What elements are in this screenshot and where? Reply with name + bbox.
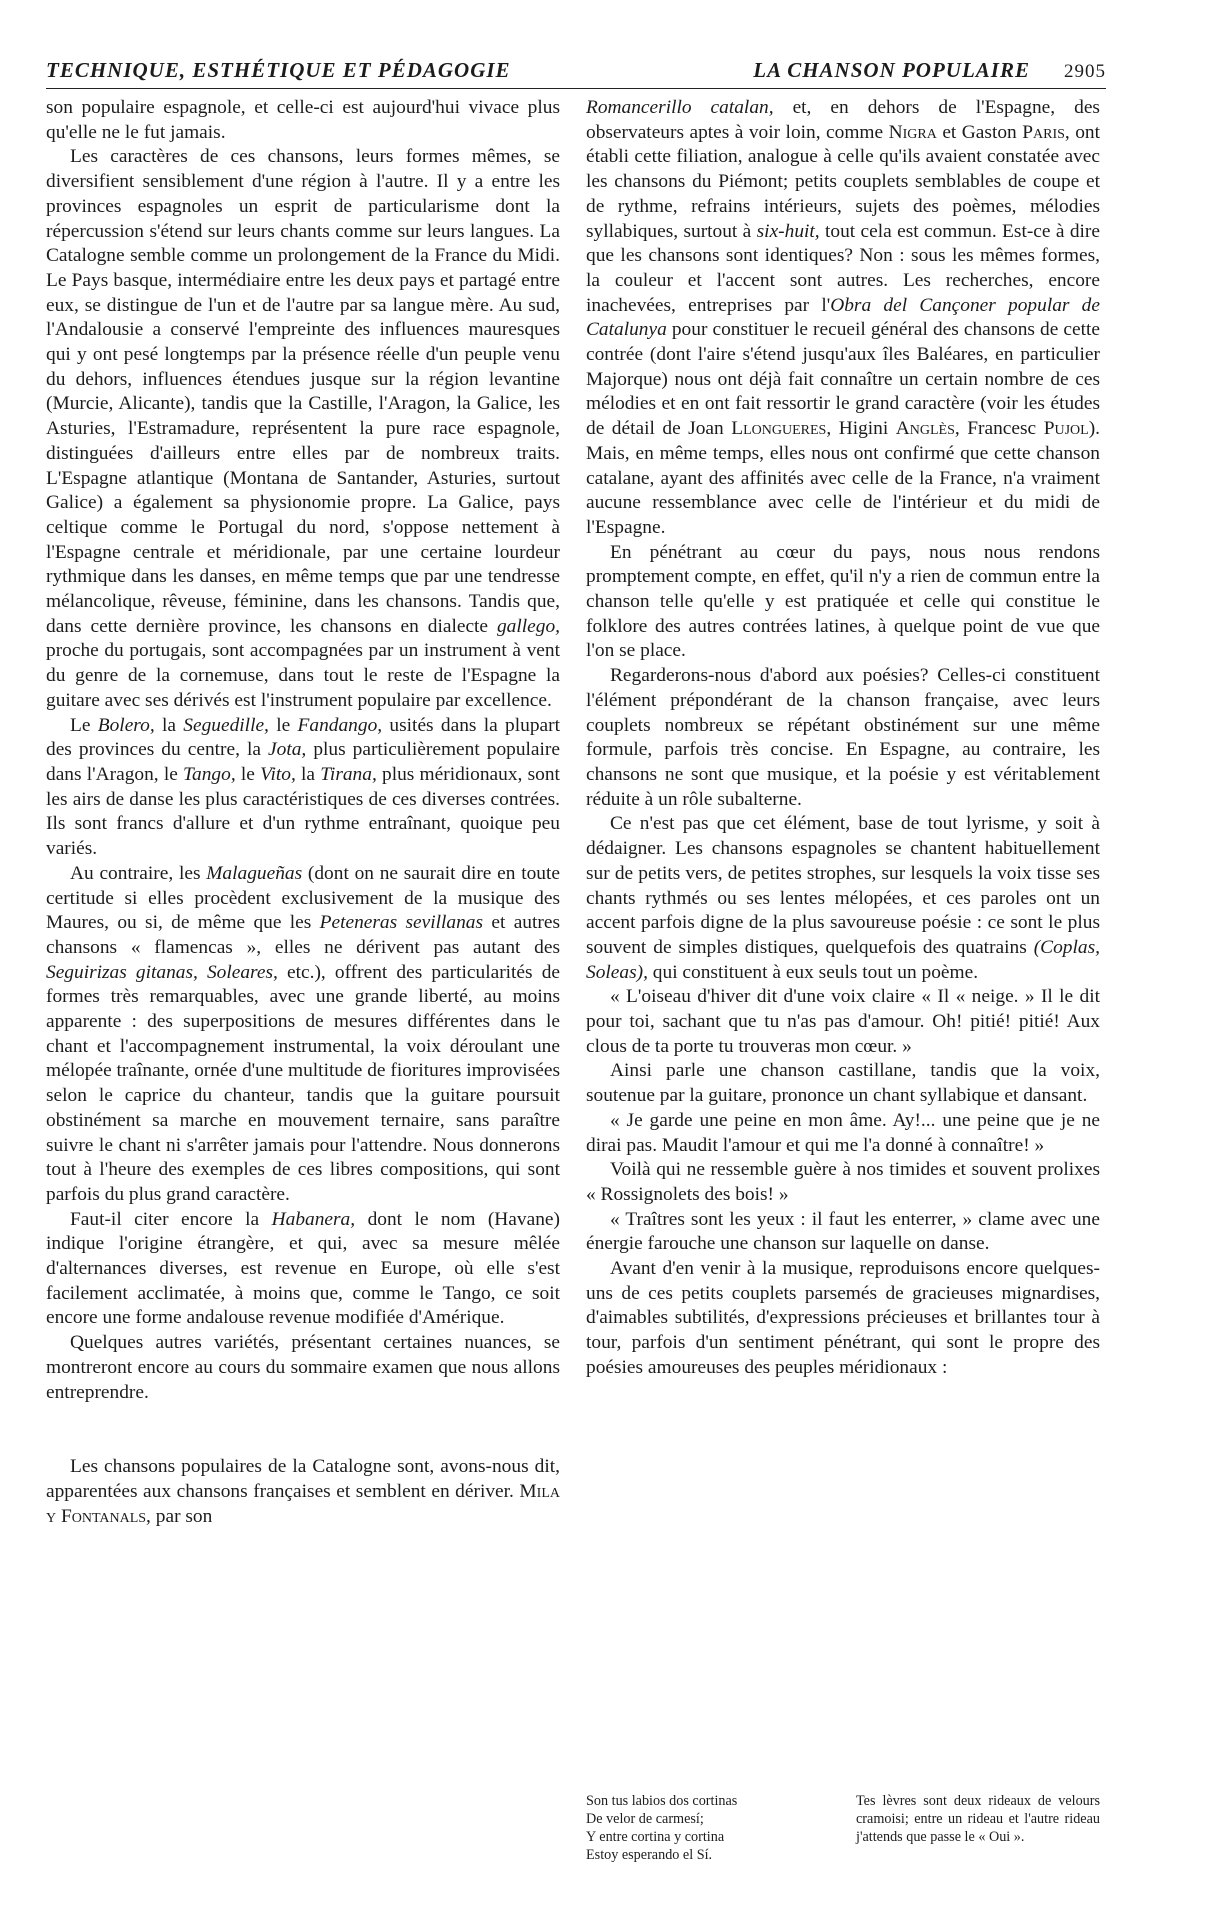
left-column	[46, 96, 560, 1529]
paragraph: Romancerillo catalan, et, en dehors de l'Espagne, des observateurs aptes à voir loin, comme Nigra et Gaston Paris, ont établi cette filiation, analogue à celle qu'ils avaient constatée avec les chansons du Piémont; petits couplets semblables de coupe et de rythme, refrains intérieurs, sujets des poèmes, mélodies syllabiques, surtout à six-huit, tout cela est commun. Est-ce à dire que les chansons sont identiques? Non : sous les mêmes formes, la couleur et l'accent sont autres. Les recherches, encore inachevées, entreprises par l'Obra del Cançoner popular de Catalunya pour constituer le recueil général des chansons de cette contrée (dont l'aire s'étend jusqu'aux îles Baléares, en particulier Majorque) nous ont déjà fait connaître un certain nombre de ces mélodies et en ont fait ressortir le grand caractère (voir les études de détail de Joan Llongueres, Higini Anglès, Francesc Pujol). Mais, en même temps, elles nous ont confirmé que cette chanson catalane, ayant des affinités avec celle de la France, n'a vraiment aucune ressemblance avec celle de l'intérieur et du midi de l'Espagne.	[586, 97, 1101, 538]
verse-line: De velor de carmesí;	[586, 1811, 704, 1827]
paragraph: Voilà qui ne ressemble guère à nos timides et souvent prolixes « Rossignolets des bois! »	[586, 1159, 1100, 1205]
right-column	[586, 96, 1100, 1381]
paragraph: Le Bolero, la Seguedille, le Fandango, usités dans la plupart des provinces du centre, la Jota, plus particulièrement populaire dans l'Aragon, le Tango, le Vito, la Tirana, plus méridionaux, sont les airs de danse les plus caractéristiques de ces diverses contrées. Ils sont francs d'allure et d'un rythme entraînant, quoique peu variés.	[46, 714, 560, 860]
verse-line: Y entre cortina y cortina	[586, 1829, 725, 1845]
paragraph: Au contraire, les Malagueñas (dont on ne saurait dire en toute certitude si elles procèdent exclusivement de la musique des Maures, ou si, de même que les Peteneras sevillanas et autres chansons « flamencas », elles ne dérivent pas autant des Seguirizas gitanas, Soleares, etc.), offrent des particularités de formes très remarquables, avec une grande liberté, au moins apparente : des superpositions de mesures différentes dans le chant et l'accompagnement instrumental, la voix déroulant une mélopée traînante, ornée d'une multitude de fioritures improvisées selon le caprice du chanteur, tandis que la guitare poursuit obstinément sa marche en mouvement ternaire, sans paraître suivre le chant ni s'arrêter jamais pour l'attendre. Nous donnerons tout à l'heure des exemples de ces libres compositions, qui sont parfois du plus grand caractère.	[46, 862, 561, 1205]
paragraph: Avant d'en venir à la musique, reproduisons encore quelques-uns de ces petits couplets parsemés de gracieuses mignardises, d'aimables subtilités, d'expressions précieuses et brillantes tour à tour, parfois d'un sentiment pénétrant, qui sont le propre des poésies amoureuses des peuples méridionaux :	[586, 1258, 1100, 1378]
paragraph: son populaire espagnole, et celle-ci est aujourd'hui vivace plus qu'elle ne le fut jamais.	[46, 97, 560, 143]
paragraph: Les chansons populaires de la Catalogne sont, avons-nous dit, apparentées aux chansons françaises et semblent en dériver. Mila y Fontanals, par son	[46, 1456, 560, 1527]
paragraph: Faut-il citer encore la Habanera, dont le nom (Havane) indique l'origine étrangère, et qui, avec sa mesure mêlée d'alternances diverses, est revenue en Europe, où elle s'est facilement acclimatée, à moins que, comme le Tango, ce soit encore une forme andalouse revenue modifiée d'Amérique.	[46, 1208, 560, 1329]
paragraph: Les caractères de ces chansons, leurs formes mêmes, se diversifient sensiblement d'une région à l'autre. Il y a entre les provinces espagnoles un esprit de particularisme dont la répercussion s'étend sur leurs chants comme sur leurs langues. La Catalogne semble comme un prolongement de la France du Midi. Le Pays basque, intermédiaire entre les deux pays et partagé entre eux, se distingue de l'un et de l'autre par sa langue mère. Au sud, l'Andalousie a conservé l'empreinte des influences mauresques qui y ont pesé longtemps par la présence réelle d'un peuple venu du dehors, influences étendues jusque sur la région levantine (Murcie, Alicante), tandis que la Castille, l'Aragon, la Galice, les Asturies, l'Estramadure, représentent la pure race espagnole, distinguées d'ailleurs entre elles par de nombreux traits. L'Espagne atlantique (Montana de Santander, Asturies, surtout Galice) a également sa physionomie propre. La Galice, pays celtique comme le Portugal du nord, s'oppose nettement à l'Espagne centrale et méridionale, par une certaine lourdeur rythmique dans les danses, en même temps que par une tendresse mélancolique, rêveuse, féminine, dans les chansons. Tandis que, dans cette dernière province, les chansons en dialecte gallego, proche du portugais, sont accompagnées par un instrument à vent du genre de la cornemuse, dans tout le reste de l'Espagne la guitare avec ses dérivés est l'instrument populaire par excellence.	[46, 146, 560, 711]
verse-line: Estoy esperando el Sí.	[586, 1847, 713, 1863]
spanish-verse	[586, 1792, 826, 1864]
paragraph: « L'oiseau d'hiver dit d'une voix claire « Il « neige. » Il le dit pour toi, sachant que tu n'as pas d'amour. Oh! pitié! pitié! Aux clous de ta porte tu trouveras mon cœur. »	[586, 986, 1100, 1057]
paragraph: « Je garde une peine en mon âme. Ay!... une peine que je ne dirai pas. Maudit l'amour et qui me l'a donné à connaître! »	[586, 1109, 1100, 1156]
paragraph: Ce n'est pas que cet élément, base de tout lyrisme, y soit à dédaigner. Les chansons espagnoles se chantent habituellement sur de petits vers, de petites strophes, sur lesquels la voix tisse ses chants rythmés ou ses lentes mélopées, et ces paroles ont un accent parfois digne de la plus savoureuse poésie : ce sont le plus souvent de simples distiques, quelquefois des quatrains (Coplas, Soleas), qui constituent à eux seuls tout un poème.	[586, 813, 1100, 983]
verse-line: Son tus labios dos cortinas	[586, 1793, 738, 1809]
header-left-title: TECHNIQUE, ESTHÉTIQUE ET PÉDAGOGIE	[46, 58, 511, 82]
paragraph: « Traîtres sont les yeux : il faut les enterrer, » clame avec une énergie farouche une chanson sur laquelle on danse.	[586, 1208, 1100, 1255]
french-translation: Tes lèvres sont deux rideaux de velours cramoisi; entre un rideau et l'autre rideau j'attends que passe le « Oui ».	[856, 1793, 1100, 1845]
paragraph: Quelques autres variétés, présentant certaines nuances, se montreront encore au cours du sommaire examen que nous allons entreprendre.	[46, 1332, 560, 1403]
paragraph: En pénétrant au cœur du pays, nous nous rendons promptement compte, en effet, qu'il n'y a rien de commun entre la chanson telle qu'elle y est pratiquée et celle qui constitue le folklore des autres contrées latines, à quelque point de vue que l'on se place.	[586, 541, 1100, 662]
running-header	[46, 52, 1106, 89]
paragraph: Ainsi parle une chanson castillane, tandis que la voix, soutenue par la guitare, prononce un chant syllabique et dansant.	[586, 1060, 1100, 1107]
paragraph: Regarderons-nous d'abord aux poésies? Celles-ci constituent l'élément prépondérant de la chanson française, avec leurs couplets nombreux se répétant obstinément sur une même formule, parfois très concise. En Espagne, au contraire, les chansons ne sont que musique, et la poésie y est véritablement réduite à un rôle subalterne.	[586, 665, 1100, 810]
header-right-title: LA CHANSON POPULAIRE	[753, 58, 1030, 82]
page-number: 2905	[1064, 61, 1106, 82]
